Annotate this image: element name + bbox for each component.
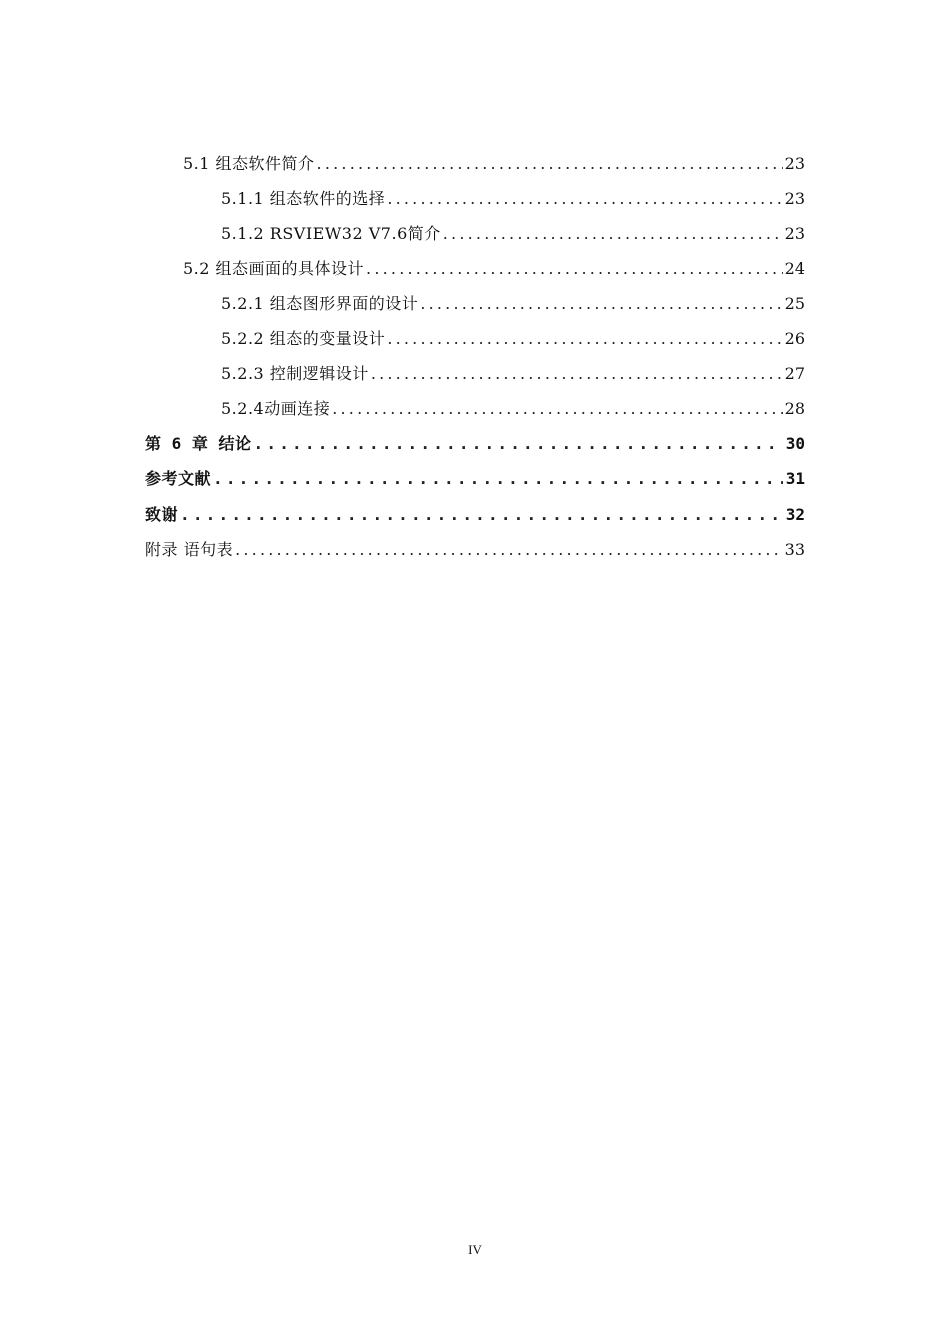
toc-entry-page: 23: [784, 154, 805, 173]
toc-dot-leader: [420, 292, 782, 316]
toc-entry-label: 5.1 组态软件简介: [183, 154, 315, 173]
toc-entry-5-1-2[interactable]: [221, 222, 805, 246]
toc-entry-label: 5.2.2 组态的变量设计: [221, 329, 386, 348]
toc-entry-label: 5.2 组态画面的具体设计: [183, 259, 365, 278]
toc-entry-page: 27: [784, 364, 805, 383]
toc-entry-page: 24: [784, 259, 805, 278]
toc-dot-leader: [180, 503, 783, 527]
toc-entry-5-2-3[interactable]: [221, 362, 805, 386]
toc-dot-leader: [317, 152, 783, 176]
toc-entry-page: 28: [784, 399, 805, 418]
toc-entry-references[interactable]: [145, 467, 805, 491]
toc-entry-page: 30: [785, 434, 805, 453]
toc-entry-chapter-6[interactable]: [145, 432, 805, 456]
page-number: IV: [468, 1242, 482, 1257]
toc-entry-page: 26: [784, 329, 805, 348]
toc-dot-leader: [443, 222, 783, 246]
toc-entry-label: 5.2.3 控制逻辑设计: [221, 364, 369, 383]
toc-entry-5-2-2[interactable]: [221, 327, 805, 351]
toc-entry-5-2-1[interactable]: [221, 292, 805, 316]
toc-dot-leader: [387, 187, 782, 211]
toc-entry-label: 第 6 章 结论: [145, 434, 252, 453]
toc-dot-leader: [254, 432, 783, 456]
toc-entry-label: 致谢: [145, 505, 179, 524]
toc-entry-5-2-4[interactable]: [221, 397, 805, 421]
toc-dot-leader: [332, 397, 782, 421]
toc-entry-page: 23: [784, 189, 805, 208]
toc-entry-label: 参考文献: [145, 469, 212, 488]
toc-entry-page: 25: [784, 294, 805, 313]
toc-dot-leader: [366, 257, 783, 281]
toc-entry-5-1-1[interactable]: [221, 187, 805, 211]
toc-entry-label: 5.2.4动画连接: [221, 399, 331, 418]
toc-entry-acknowledgements[interactable]: [145, 503, 805, 527]
toc-dot-leader: [213, 467, 783, 491]
toc-entry-page: 23: [784, 224, 805, 243]
toc-entry-label: 5.1.1 组态软件的选择: [221, 189, 386, 208]
toc-entry-label: 附录 语句表: [145, 540, 234, 559]
toc-entry-5-2[interactable]: [183, 257, 805, 281]
toc-dot-leader: [371, 362, 783, 386]
toc-dot-leader: [387, 327, 782, 351]
toc-entry-appendix[interactable]: [145, 538, 805, 562]
toc-entry-label: 5.2.1 组态图形界面的设计: [221, 294, 419, 313]
toc-entry-page: 33: [784, 540, 805, 559]
toc-entry-page: 32: [785, 505, 805, 524]
toc-entry-5-1[interactable]: [183, 152, 805, 176]
toc-dot-leader: [235, 538, 783, 562]
toc-entry-label: 5.1.2 RSVIEW32 V7.6简介: [221, 224, 441, 243]
toc-entry-page: 31: [785, 469, 805, 488]
